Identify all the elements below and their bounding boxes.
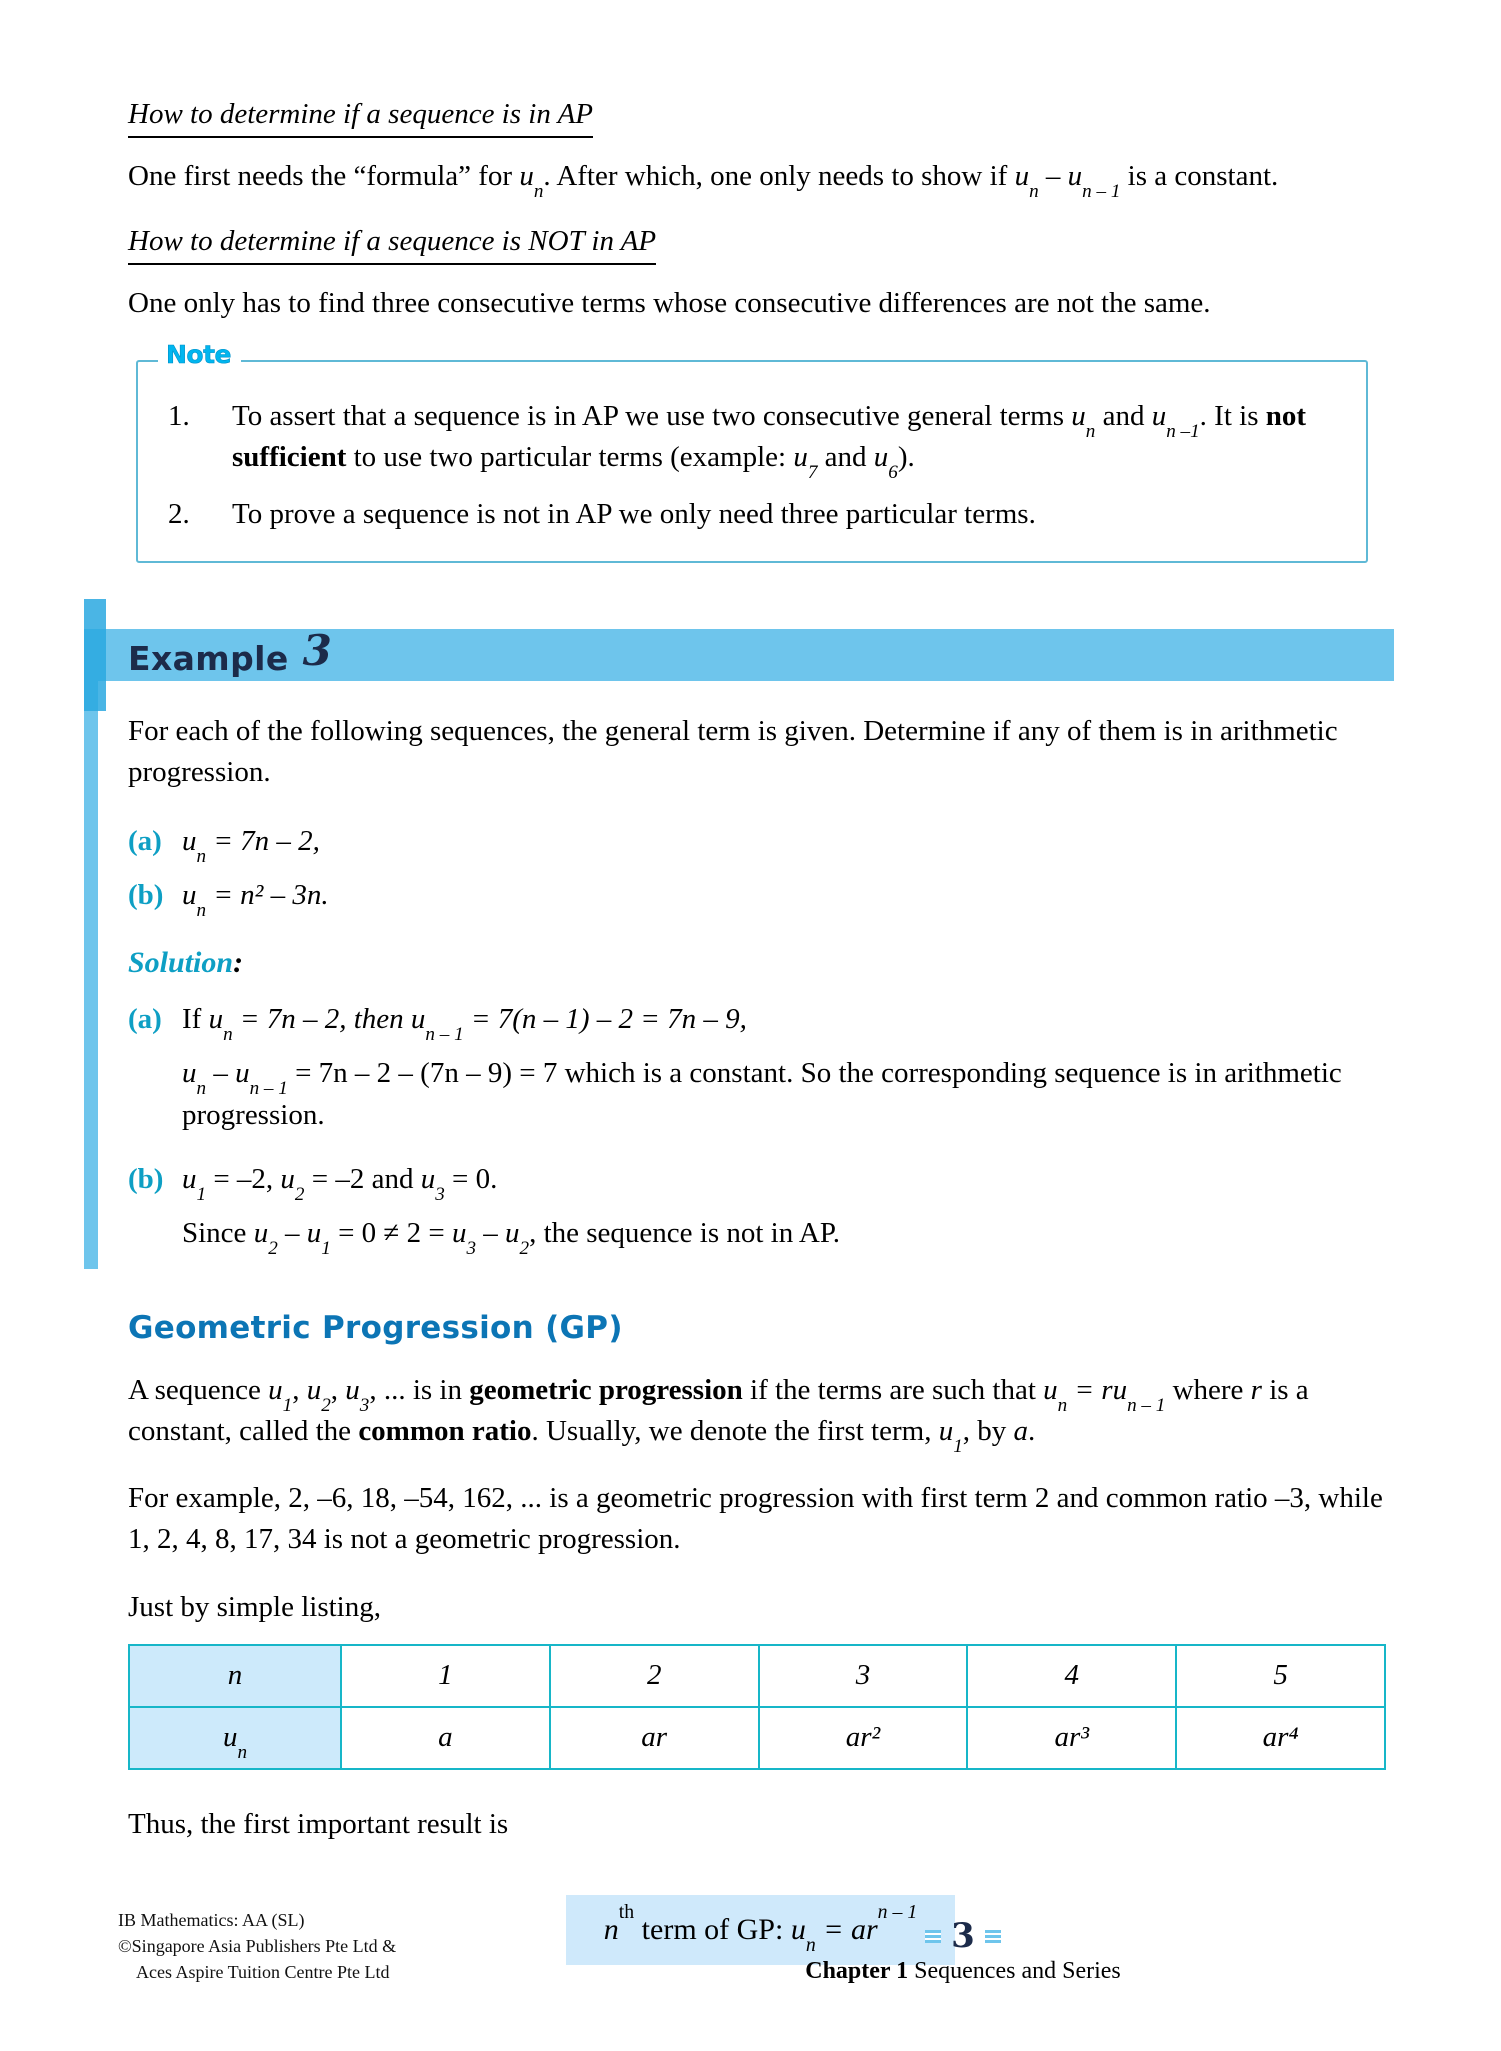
math-var-u: u: [938, 1415, 954, 1448]
text-fragment: ).: [897, 440, 915, 473]
text-fragment: is a constant.: [1120, 159, 1279, 192]
math-var-u: u: [306, 1216, 322, 1249]
page-number-left-ornament-icon: [925, 1930, 941, 1943]
gp-paragraph-2: For example, 2, –6, 18, –54, 162, ... is a geometric progression with first term 2 and common ratio –3, while 1, 2, 4, 8, 17, 34 is not a geometric progression.: [128, 1482, 1383, 1556]
note-callout: [136, 339, 1368, 564]
page-content: [128, 96, 1393, 1965]
math-operator: –: [476, 1216, 506, 1249]
text-fragment: A sequence: [128, 1373, 269, 1406]
emphasis-geometric-progression: geometric progression: [469, 1373, 743, 1406]
solution-a-line-1: [128, 998, 1393, 1045]
math-var-u: u: [451, 1216, 467, 1249]
note-label: Note: [158, 340, 241, 369]
table-cell: ar³: [967, 1707, 1176, 1769]
math-sub: n: [533, 180, 544, 202]
math-sub: n: [196, 1077, 207, 1099]
math-sub: 2: [321, 1395, 331, 1417]
math-sub: n: [237, 1742, 248, 1764]
math-sub: n –1: [1166, 420, 1200, 442]
text-fragment: . It is: [1199, 399, 1266, 432]
math-expression: = –2,: [206, 1162, 281, 1195]
math-sub: n – 1: [1082, 180, 1121, 202]
math-sub: n: [1029, 180, 1039, 202]
item-letter: (a): [128, 1002, 162, 1035]
emphasis-not-sufficient: not sufficient: [232, 399, 1307, 473]
math-expression: = 7n – 2, then: [232, 1002, 411, 1035]
gp-paragraph-3: Just by simple listing,: [128, 1590, 381, 1623]
math-expression: = –2 and: [304, 1162, 421, 1195]
math-var-u: u: [1043, 1373, 1058, 1406]
item-letter: (b): [128, 1162, 164, 1195]
math-sub: 3: [466, 1238, 477, 1259]
item-body: [182, 820, 1393, 867]
emphasis-common-ratio: common ratio: [358, 1415, 532, 1448]
page-number-right-ornament-icon: [985, 1930, 1001, 1943]
table-cell: ar²: [759, 1707, 968, 1769]
solution-b-line-1: [128, 1158, 1393, 1205]
note-box: [136, 360, 1368, 564]
table-cell: 4: [967, 1645, 1176, 1707]
math-sub: 7: [807, 462, 818, 484]
text-fragment: to use two particular terms (example:: [346, 440, 794, 473]
list-item: [168, 396, 1336, 484]
text-fragment: . After which, one only needs to show if: [543, 159, 1015, 192]
text-fragment: If: [182, 1002, 209, 1035]
math-sub: 6: [888, 462, 898, 484]
list-item: [168, 494, 1336, 535]
subheading-how-to-determine-ap: How to determine if a sequence is in AP: [128, 96, 593, 138]
text-fragment: term of GP:: [634, 1912, 791, 1946]
text-fragment: ,: [330, 1373, 346, 1406]
text-fragment: , by: [962, 1415, 1014, 1448]
example-content: [128, 681, 1393, 1259]
subheading-how-to-determine-not-ap: How to determine if a sequence is NOT in AP: [128, 223, 656, 265]
math-var-u: u: [280, 1162, 295, 1195]
table-cell: 5: [1176, 1645, 1385, 1707]
math-expression: = ru: [1067, 1373, 1128, 1406]
text-fragment: .: [1028, 1415, 1036, 1448]
math-operator: –: [277, 1216, 307, 1249]
note-item-number: 1.: [168, 399, 190, 432]
math-sub: 2: [268, 1238, 278, 1259]
math-expression: = n² – 3n.: [206, 878, 329, 911]
footer-line-2: ©Singapore Asia Publishers Pte Ltd &: [118, 1935, 397, 1956]
table-row: [129, 1707, 1385, 1769]
math-var-u: u: [420, 1162, 436, 1195]
example-block: [128, 625, 1393, 1259]
footer-chapter-line: [578, 1958, 1348, 1985]
table-header-cell-n: n: [129, 1645, 341, 1707]
text-fragment: , the sequence is not in AP.: [529, 1216, 840, 1249]
item-body: [182, 874, 1393, 921]
table-cell: 2: [550, 1645, 759, 1707]
math-sub: 3: [359, 1395, 370, 1417]
example-number: 3: [302, 625, 333, 675]
footer-chapter-title: Sequences and Series: [914, 1958, 1121, 1984]
paragraph-not-ap: One only has to find three consecutive terms whose consecutive differences are not the same.: [128, 286, 1211, 319]
example-left-accent-rule: [84, 629, 98, 1269]
note-item-number: 2.: [168, 498, 190, 531]
item-body: [182, 998, 1393, 1045]
table-cell: 1: [341, 1645, 550, 1707]
example-question-a: [128, 820, 1393, 867]
page-number-row: [578, 1916, 1348, 1956]
item-letter: (a): [128, 824, 162, 857]
math-var-u: u: [1067, 159, 1083, 192]
table-row: [129, 1645, 1385, 1707]
math-superscript: n – 1: [877, 1901, 918, 1924]
math-sub: n – 1: [1127, 1395, 1166, 1417]
solution-label-text: Solution: [128, 945, 234, 979]
math-ordinal-suffix: th: [618, 1901, 635, 1924]
math-expression: = 7(n – 1) – 2 = 7n – 9,: [463, 1002, 747, 1035]
text-fragment: where: [1165, 1373, 1251, 1406]
math-var-u: u: [235, 1056, 250, 1089]
example-question-b: [128, 874, 1393, 921]
example-banner: [84, 625, 1394, 681]
footer-copyright: [118, 1907, 638, 1985]
math-sub: n: [805, 1934, 816, 1957]
math-var-u: u: [182, 1162, 197, 1195]
math-expression: = ar: [815, 1912, 878, 1946]
note-item-body: To prove a sequence is not in AP we only need three particular terms.: [232, 498, 1036, 531]
math-expression: = 0 ≠ 2 =: [330, 1216, 452, 1249]
math-var-u: u: [182, 824, 197, 857]
table-cell: 3: [759, 1645, 968, 1707]
math-sub: n: [1085, 420, 1096, 442]
math-operator: –: [1038, 159, 1068, 192]
math-var-u: u: [345, 1373, 360, 1406]
gp-paragraph-4: Thus, the first important result is: [128, 1807, 509, 1840]
page-footer: [118, 1907, 1408, 1985]
math-sub: 1: [953, 1436, 963, 1458]
math-sub: 2: [519, 1238, 530, 1259]
math-var-u: u: [253, 1216, 269, 1249]
math-sub: n: [1057, 1395, 1068, 1417]
math-var-u: u: [1014, 159, 1030, 192]
note-list: [168, 396, 1336, 536]
solution-colon: :: [233, 945, 244, 979]
math-sub: n – 1: [249, 1077, 288, 1099]
math-var-u: u: [793, 440, 808, 473]
math-var-u: u: [519, 159, 534, 192]
subsection-how-to-determine-ap: [128, 96, 1393, 202]
math-var-u: u: [208, 1002, 224, 1035]
footer-center: [578, 1916, 1348, 1985]
example-prompt: For each of the following sequences, the general term is given. Determine if any of them is in arithmetic progression.: [128, 715, 1338, 789]
math-var-a: a: [1013, 1415, 1029, 1448]
text-fragment: . Usually, we denote the first term,: [531, 1415, 939, 1448]
example-title-text: Example: [128, 638, 289, 678]
math-var-u: u: [222, 1721, 238, 1754]
math-operator: –: [206, 1056, 236, 1089]
math-sub: n: [223, 1023, 233, 1045]
solution-b-line-2: [182, 1212, 1393, 1259]
table-cell: a: [341, 1707, 550, 1769]
page-number: 3: [951, 1916, 975, 1956]
math-sub: n: [196, 845, 207, 867]
math-var-n: n: [603, 1912, 619, 1946]
footer-line-1: IB Mathematics: AA (SL): [118, 1909, 305, 1930]
math-var-u: u: [182, 1056, 197, 1089]
text-fragment: Since: [182, 1216, 254, 1249]
paragraph-ap-formula: [128, 156, 1393, 202]
text-fragment: One first needs the “formula” for: [128, 159, 520, 192]
math-var-u: u: [790, 1912, 806, 1946]
gp-paragraph-1: [128, 1370, 1393, 1458]
table-cell: ar⁴: [1176, 1707, 1385, 1769]
math-var-r: r: [1250, 1373, 1262, 1406]
text-fragment: and: [1095, 399, 1152, 432]
text-fragment: if the terms are such that: [742, 1373, 1044, 1406]
example-title: [128, 625, 333, 680]
math-var-u: u: [1071, 399, 1086, 432]
text-fragment: is a constant, called the: [128, 1373, 1309, 1448]
math-var-u: u: [410, 1002, 426, 1035]
item-body: [182, 1158, 1393, 1205]
math-sub: n: [196, 899, 207, 921]
subsection-how-to-determine-not-ap: [128, 223, 1393, 324]
footer-line-3: Aces Aspire Tuition Centre Pte Ltd: [136, 1961, 390, 1982]
text-fragment: and: [817, 440, 874, 473]
math-sub: 2: [294, 1183, 305, 1205]
math-sub: n – 1: [425, 1023, 464, 1045]
math-var-u: u: [182, 878, 197, 911]
math-expression: = 0.: [444, 1162, 498, 1195]
table-header-cell-un: [129, 1707, 341, 1769]
math-sub: 1: [282, 1395, 293, 1417]
text-fragment: ,: [292, 1373, 307, 1406]
note-item-body: [232, 396, 1336, 484]
item-letter: (b): [128, 878, 164, 911]
math-expression: = 7n – 2,: [206, 824, 320, 857]
footer-chapter-number: Chapter 1: [805, 1958, 909, 1984]
math-expression: = 7n – 2 – (7n – 9) = 7 which is a constant. So the corresponding sequence is in arithmetic progression.: [182, 1056, 1342, 1131]
section-geometric-progression: [128, 1310, 1393, 1965]
gp-heading: Geometric Progression (GP): [128, 1309, 623, 1346]
example-banner-tick: [84, 599, 106, 711]
math-sub: 1: [196, 1183, 207, 1205]
solution-a-line-2: [182, 1052, 1393, 1136]
math-sub: 3: [435, 1183, 445, 1205]
solution-label: [128, 946, 1393, 980]
math-var-u: u: [873, 440, 889, 473]
math-var-u: u: [505, 1216, 520, 1249]
math-var-u: u: [268, 1373, 283, 1406]
text-fragment: , ... is in: [369, 1373, 470, 1406]
math-sub: 1: [321, 1238, 331, 1259]
math-var-u: u: [1151, 399, 1167, 432]
math-var-u: u: [306, 1373, 322, 1406]
table-cell: ar: [550, 1707, 759, 1769]
text-fragment: To assert that a sequence is in AP we use two consecutive general terms: [232, 399, 1072, 432]
gp-table: [128, 1644, 1386, 1770]
